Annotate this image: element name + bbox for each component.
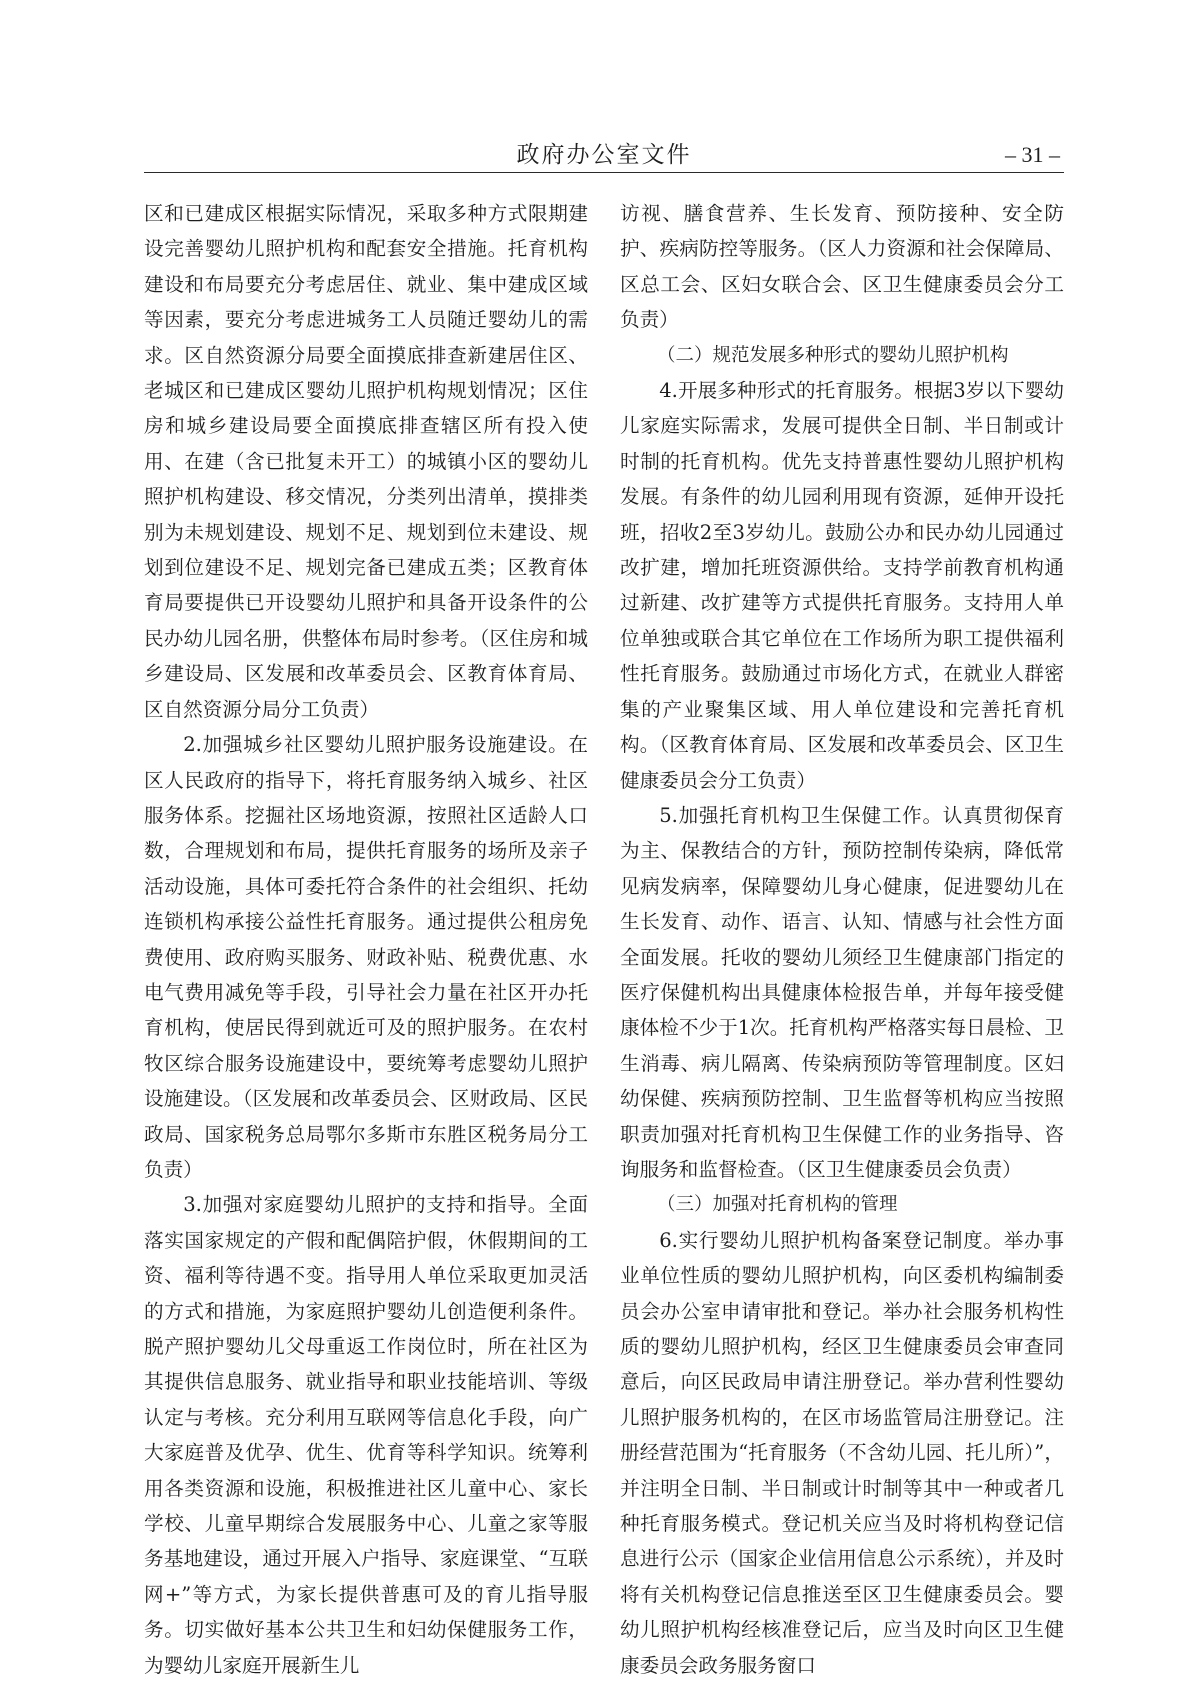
header-rule bbox=[144, 172, 1064, 173]
paragraph: 访视、膳食营养、生长发育、预防接种、安全防护、疾病防控等服务。（区人力资源和社会保障局、区总工会、区妇女联合会、区卫生健康委员会分工负责） bbox=[620, 202, 1064, 332]
paragraph: 区和已建成区根据实际情况，采取多种方式限期建设完善婴幼儿照护机构和配套安全措施。托育机构建设和布局要充分考虑居住、就业、集中建成区域等因素，要充分考虑进城务工人员随迁婴幼儿的需求。区自然资源分局要全面摸底排查新建居住区、老城区和已建成区婴幼儿照护机构规划情况；区住房和城乡建设局要全面摸底排查辖区所有投入使用、在建（含已批复未开工）的城镇小区的婴幼儿照护机构建设、移交情况，分类列出清单，摸排类别为未规划建设、规划不足、规划到位未建设、规划到位建设不足、规划完备已建成五类；区教育体育局要提供已开设婴幼儿照护和具备开设条件的公民办幼儿园名册，供整体布局时参考。（区住房和城乡建设局、区发展和改革委员会、区教育体育局、区自然资源分局分工负责） bbox=[144, 202, 588, 721]
paragraph: 5.加强托育机构卫生保健工作。认真贯彻保育为主、保教结合的方针，预防控制传染病，降低常见病发病率，保障婴幼儿身心健康，促进婴幼儿在生长发育、动作、语言、认知、情感与社会性方面全面发展。托收的婴幼儿须经卫生健康部门指定的医疗保健机构出具健康体检报告单，并每年接受健康体检不少于1次。托育机构严格落实每日晨检、卫生消毒、病儿隔离、传染病预防等管理制度。区妇幼保健、疾病预防控制、卫生监督等机构应当按照职责加强对托育机构卫生保健工作的业务指导、咨询服务和监督检查。（区卫生健康委员会负责） bbox=[620, 803, 1064, 1181]
section-heading: （三）加强对托育机构的管理 bbox=[657, 1194, 898, 1216]
paragraph: 4.开展多种形式的托育服务。根据3岁以下婴幼儿家庭实际需求，发展可提供全日制、半日制或计时制的托育机构。优先支持普惠性婴幼儿照护机构发展。有条件的幼儿园利用现有资源，延伸开设托班，招收2至3岁幼儿。鼓励公办和民办幼儿园通过改扩建，增加托班资源供给。支持学前教育机构通过新建、改扩建等方式提供托育服务。支持用人单位单独或联合其它单位在工作场所为职工提供福利性托育服务。鼓励通过市场化方式，在就业人群密集的产业聚集区域、用人单位建设和完善托育机构。（区教育体育局、区发展和改革委员会、区卫生健康委员会分工负责） bbox=[620, 379, 1064, 792]
paragraph: 3.加强对家庭婴幼儿照护的支持和指导。全面落实国家规定的产假和配偶陪护假，休假期间的工资、福利等待遇不变。指导用人单位采取更加灵活的方式和措施，为家庭照护婴幼儿创造便利条件。脱产照护婴幼儿父母重返工作岗位时，所在社区为其提供信息服务、就业指导和职业技能培训、等级认定与考核。充分利用互联网等信息化手段，向广大家庭普及优孕、优生、优育等科学知识。统筹利用各类资源和设施，积极推进社区儿童中心、家长学校、儿童早期综合发展服务中心、儿童之家等服务基地建设，通过开展入户指导、家庭课堂、“互联网+”等方式，为家长提供普惠可及的育儿指导服务。切实做好基本公共卫生和妇幼保健服务工作，为婴幼儿家庭开展新生儿 bbox=[144, 1193, 588, 1677]
page-header bbox=[144, 138, 1064, 172]
header-title: 政府办公室文件 bbox=[516, 142, 692, 168]
section-heading: （二）规范发展多种形式的婴幼儿照护机构 bbox=[657, 344, 1009, 366]
page-number: – 31 – bbox=[1005, 142, 1060, 167]
right-column bbox=[620, 196, 1064, 1683]
paragraph: 2.加强城乡社区婴幼儿照护服务设施建设。在区人民政府的指导下，将托育服务纳入城乡、社区服务体系。挖掘社区场地资源，按照社区适龄人口数，合理规划和布局，提供托育服务的场所及亲子活动设施，具体可委托符合条件的社会组织、托幼连锁机构承接公益性托育服务。通过提供公租房免费使用、政府购买服务、财政补贴、税费优惠、水电气费用减免等手段，引导社会力量在社区开办托育机构，使居民得到就近可及的照护服务。在农村牧区综合服务设施建设中，要统筹考虑婴幼儿照护设施建设。（区发展和改革委员会、区财政局、区民政局、国家税务总局鄂尔多斯市东胜区税务局分工负责） bbox=[144, 733, 588, 1181]
paragraph: 6.实行婴幼儿照护机构备案登记制度。举办事业单位性质的婴幼儿照护机构，向区委机构编制委员会办公室申请审批和登记。举办社会服务机构性质的婴幼儿照护机构，经区卫生健康委员会审查同意后，向区民政局申请注册登记。举办营利性婴幼儿照护服务机构的，在区市场监管局注册登记。注册经营范围为“托育服务（不含幼儿园、托儿所）”，并注明全日制、半日制或计时制等其中一种或者几种托育服务模式。登记机关应当及时将机构登记信息进行公示（国家企业信用信息公示系统），并及时将有关机构登记信息推送至区卫生健康委员会。婴幼儿照护机构经核准登记后，应当及时向区卫生健康委员会政务服务窗口 bbox=[620, 1228, 1064, 1677]
left-column bbox=[144, 196, 588, 1683]
